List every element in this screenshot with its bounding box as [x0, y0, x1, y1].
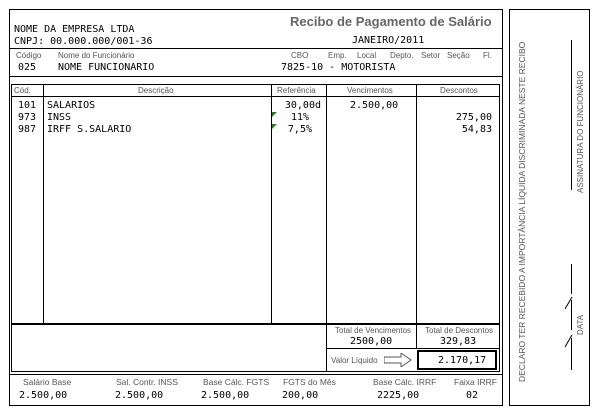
row-descontos: 275,00	[455, 112, 492, 123]
total-vencimentos-label: Total de Vencimentos	[335, 326, 412, 335]
row-referencia: 7,5%	[287, 124, 312, 135]
faixa-irrf-value: 02	[466, 390, 479, 401]
header-cod: Cód.	[14, 86, 31, 95]
header-referencia: Referência	[277, 86, 316, 95]
local-label: Local	[357, 51, 377, 60]
row-descricao: IRFF S.SALARIO	[47, 124, 132, 135]
cell-comment-marker-icon	[272, 124, 277, 129]
date-slash-lower	[563, 334, 573, 348]
signature-line	[571, 40, 572, 190]
totals-mid-divider	[416, 324, 417, 348]
header-descontos: Descontos	[440, 86, 478, 95]
company-name: NOME DA EMPRESA LTDA	[14, 24, 135, 35]
row-referencia: 30,00d	[284, 100, 321, 111]
code-label: Código	[16, 51, 42, 60]
company-cnpj: CNPJ: 00.000.000/001-36	[14, 36, 153, 47]
setor-label: Setor	[421, 51, 441, 60]
total-descontos-value: 329,83	[440, 336, 477, 347]
valor-liquido-value: 2.170,17	[438, 355, 487, 366]
sal-contr-inss-value: 2.500,00	[115, 390, 164, 401]
fl-label: Fl.	[483, 51, 492, 60]
date-slash-upper	[563, 296, 573, 310]
employee-divider	[9, 76, 503, 77]
base-calc-irrf-value: 2225,00	[377, 390, 420, 401]
fgts-mes-label: FGTS do Mês	[283, 377, 336, 387]
faixa-irrf-label: Faixa IRRF	[454, 377, 497, 387]
salario-base-label: Salário Base	[23, 377, 72, 387]
employee-code: 025	[18, 62, 37, 73]
depto-label: Depto.	[390, 51, 414, 60]
row-vencimentos: 2.500,00	[350, 100, 399, 111]
totals-row-divider	[326, 348, 500, 349]
date-label: DATA	[576, 314, 585, 335]
col-divider-referencia	[326, 84, 327, 324]
sal-contr-inss-label: Sal. Contr. INSS	[116, 377, 178, 387]
cell-comment-marker-icon	[272, 112, 277, 117]
base-calc-fgts-label: Base Cálc. FGTS	[203, 377, 270, 387]
row-descontos: 54,83	[461, 124, 492, 135]
right-arrow-icon	[384, 353, 412, 367]
cbo-label: CBO	[291, 51, 309, 60]
row-referencia: 11%	[290, 112, 309, 123]
declaration-text: DECLARO TER RECEBIDO A IMPORTÂNCIA LÍQUIDA DISCRIMINADA NESTE RECIBO	[517, 41, 527, 382]
total-vencimentos-value: 2500,00	[350, 336, 393, 347]
receipt-title: Recibo de Pagamento de Salário	[290, 14, 492, 29]
footer-divider	[9, 374, 503, 375]
header-vencimentos: Vencimentos	[347, 86, 393, 95]
emp-label: Emp.	[328, 51, 347, 60]
secao-label: Seção	[447, 51, 470, 60]
base-calc-fgts-value: 2.500,00	[201, 390, 250, 401]
col-divider-cod	[43, 84, 44, 324]
table-header-divider	[11, 96, 500, 97]
signature-label: ASSINATURA DO FUNCIONÁRIO	[576, 70, 585, 193]
employee-name: NOME FUNCIONARIO	[58, 62, 155, 73]
employee-cbo-role: 7825-10 - MOTORISTA	[281, 62, 396, 73]
date-line-upper	[571, 264, 572, 294]
row-cod: 973	[18, 112, 37, 123]
salario-base-value: 2.500,00	[19, 390, 68, 401]
header-divider	[9, 48, 503, 49]
row-descricao: INSS	[47, 112, 72, 123]
fgts-mes-value: 200,00	[282, 390, 319, 401]
col-divider-vencimentos	[416, 84, 417, 324]
row-cod: 101	[18, 100, 37, 111]
receipt-period: JANEIRO/2011	[352, 35, 425, 46]
header-descricao: Descrição	[138, 86, 174, 95]
row-descricao: SALARIOS	[47, 100, 96, 111]
base-calc-irrf-label: Base Cálc. IRRF	[373, 377, 437, 387]
employee-name-label: Nome do Funcionário	[58, 51, 135, 60]
row-cod: 987	[18, 124, 37, 135]
valor-liquido-label: Valor Líquido	[331, 356, 378, 365]
col-divider-descricao	[271, 84, 272, 324]
total-descontos-label: Total de Descontos	[425, 326, 494, 335]
